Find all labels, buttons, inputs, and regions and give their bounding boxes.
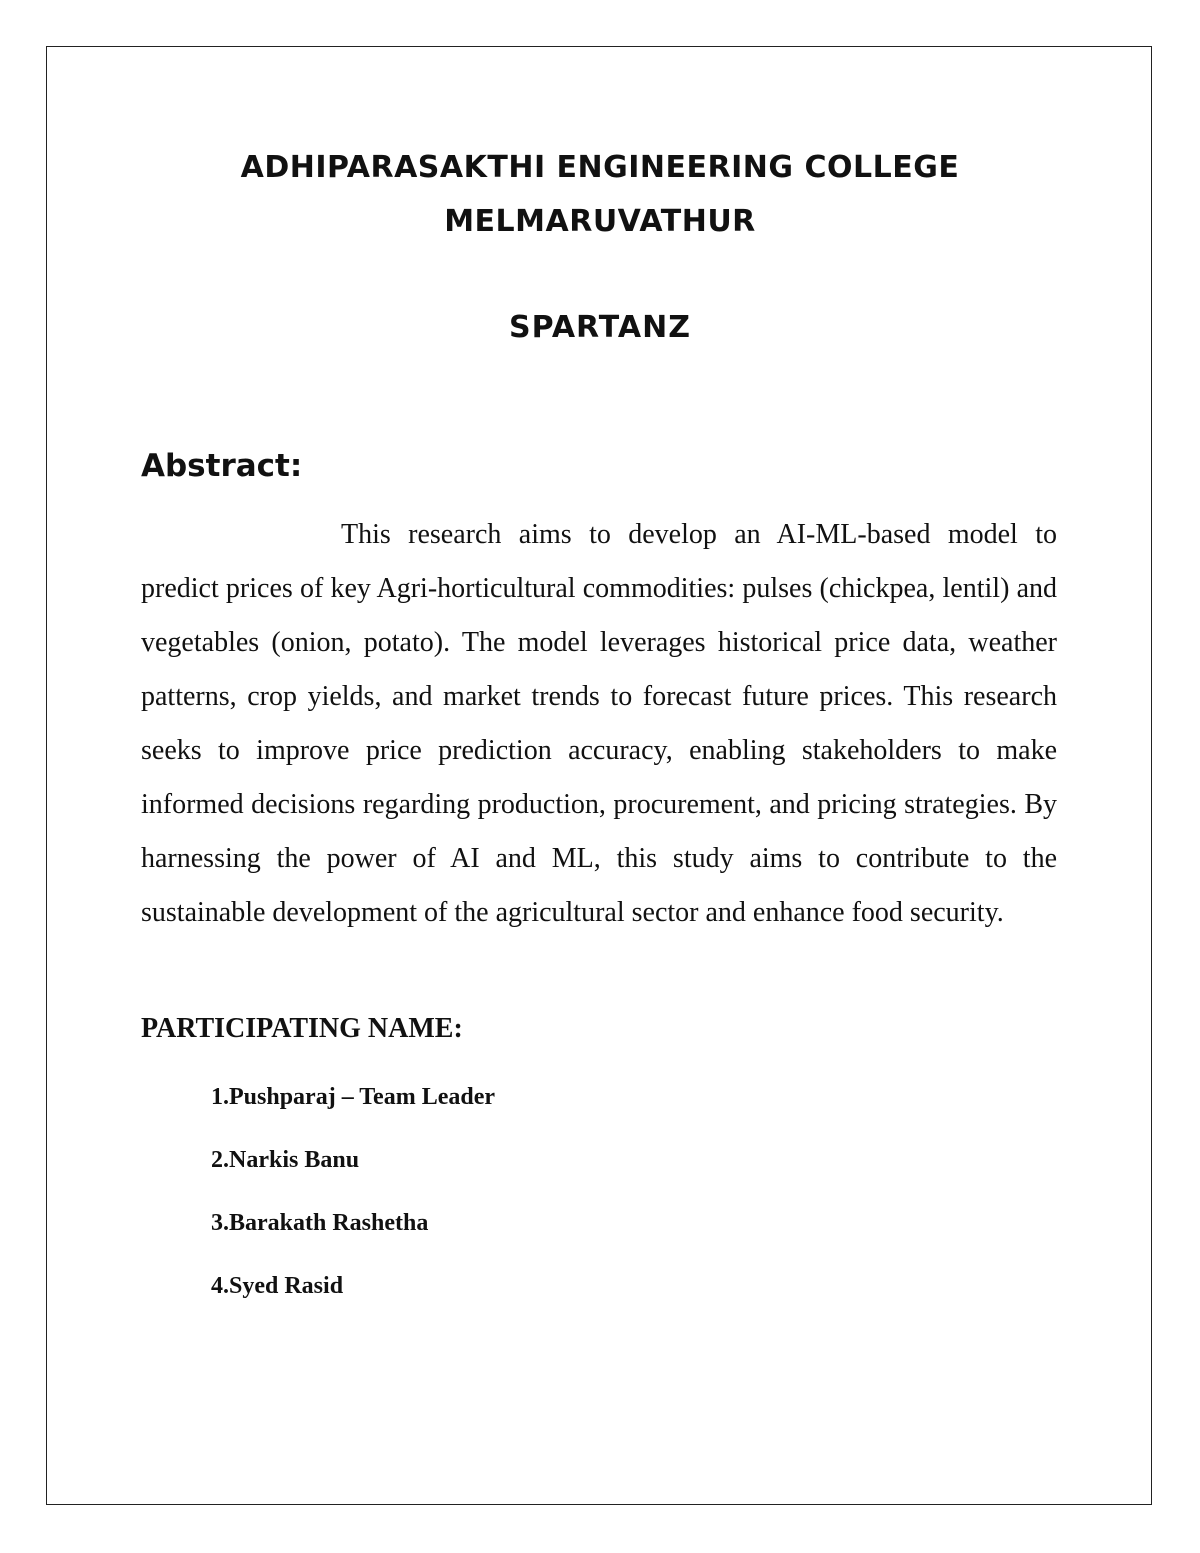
participant-item: 3.Barakath Rashetha <box>211 1210 429 1236</box>
abstract-heading: Abstract: <box>141 448 303 484</box>
college-name: ADHIPARASAKTHI ENGINEERING COLLEGE <box>240 150 960 185</box>
college-location: MELMARUVATHUR <box>444 204 756 239</box>
participant-item: 1.Pushparaj – Team Leader <box>211 1084 496 1110</box>
participant-item: 4.Syed Rasid <box>211 1273 344 1299</box>
participants-heading: PARTICIPATING NAME: <box>141 1013 463 1044</box>
participant-item: 2.Narkis Banu <box>211 1147 360 1173</box>
team-name: SPARTANZ <box>508 310 692 345</box>
abstract-body: This research aims to develop an AI-ML-based model to predict prices of key Agri-horticultural commodities: pulses (chickpea, lentil) and vegetables (onion, potato). The model leverages historical price data, weather patterns, crop yields, and market trends to forecast future prices. This research seeks to improve price prediction accuracy, enabling stakeholders to make informed decisions regarding production, procurement, and pricing strategies. By harnessing the power of AI and ML, this study aims to contribute to the sustainable development of the agricultural sector and enhance food security. <box>141 519 1057 928</box>
